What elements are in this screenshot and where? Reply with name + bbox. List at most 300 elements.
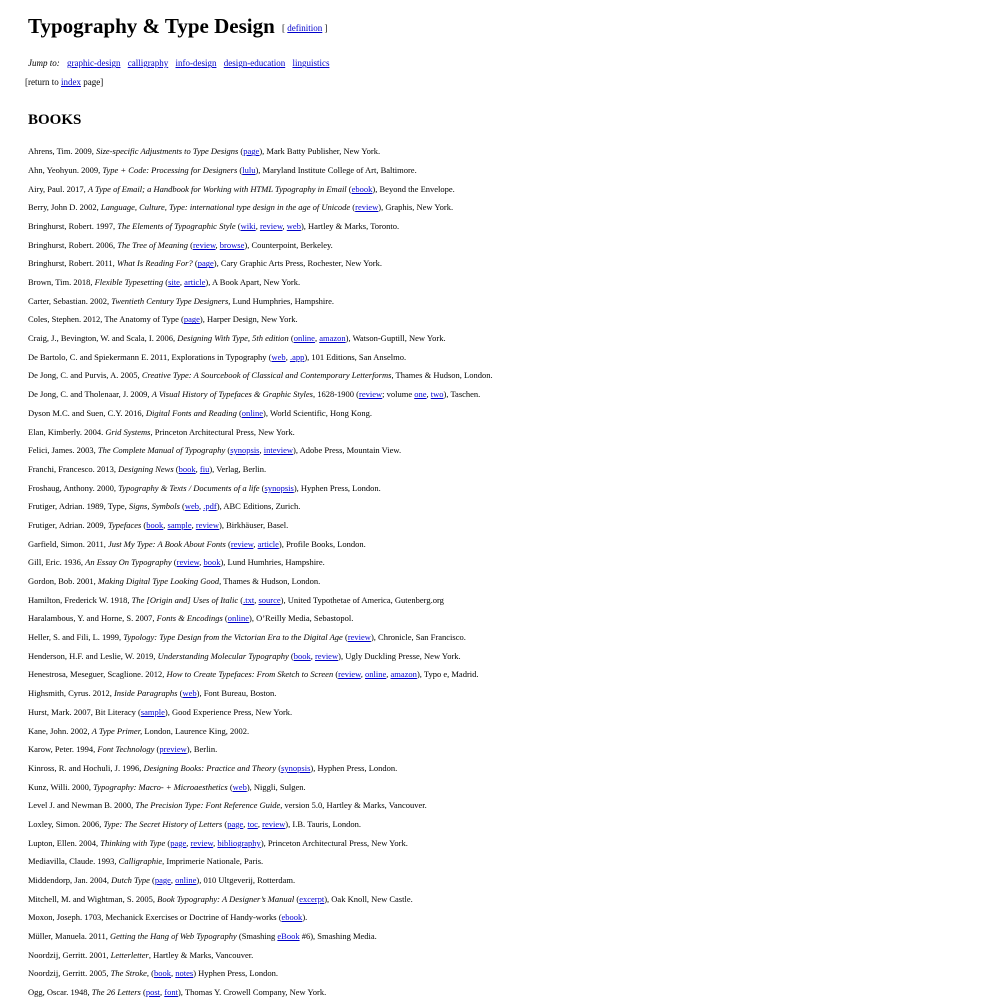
book-title: The Tree of Meaning [117, 239, 188, 250]
book-text: ), United Typothetae of America, Gutenberg.org [280, 594, 444, 605]
book-text: , [163, 519, 168, 530]
book-text: ( [238, 594, 244, 605]
book-text: ), Ugly Duckling Presse, New York. [338, 650, 461, 661]
book-text: ), Lund Humhries, Hampshire. [220, 557, 325, 568]
book-text: ( [149, 875, 155, 885]
book-text: , ( [146, 968, 154, 979]
book-text: Hamilton, Frederick W. 1918, [28, 594, 132, 605]
book-entry [28, 221, 1000, 240]
book-title: Creative Type: A Sourcebook of Classical and Contemporary Letterforms, [141, 370, 394, 381]
book-text: ), 101 Editions, San Anselmo. [304, 351, 407, 362]
book-link-review[interactable]: review [190, 837, 214, 848]
book-text: ), Maryland Institute College of Art, Baltimore. [255, 164, 417, 175]
book-text: ( [342, 632, 348, 643]
section-heading-books: BOOKS [28, 112, 82, 129]
book-link-notes[interactable]: notes [175, 968, 194, 979]
book-entry [28, 613, 1000, 632]
book-text: , [179, 277, 185, 287]
book-text: ), Typo e, Madrid. [416, 669, 479, 680]
book-entry [28, 370, 1000, 389]
book-text: ), Chronicle, San Francisco. [370, 632, 466, 643]
book-link-book[interactable]: book [154, 968, 171, 979]
book-text: , [360, 669, 365, 680]
book-link-toc[interactable]: toc [247, 818, 258, 829]
book-text: , [186, 837, 191, 848]
book-text: ( [288, 650, 294, 661]
book-entry [28, 557, 1000, 576]
book-text: Brown, Tim. 2018, [28, 277, 95, 287]
book-link-ebook[interactable]: ebook [351, 183, 373, 194]
book-text: ), Princeton Architectural Press, New York. [260, 837, 408, 848]
book-link-synopsis[interactable]: synopsis [264, 482, 294, 493]
book-text: ( [171, 557, 177, 568]
book-text: ), Beyond the Envelope. [372, 183, 455, 194]
book-link-book[interactable]: book [178, 463, 196, 474]
book-text: ( [225, 538, 231, 549]
book-list [28, 146, 1000, 1006]
book-text: , 1628-1900 ( [312, 389, 359, 400]
book-title: An Essay On Typography [85, 557, 172, 568]
book-title: Calligraphie [118, 856, 163, 867]
book-title: Getting the Hang of Web Typography [109, 931, 237, 942]
book-text: Felici, James. 2003, [28, 445, 98, 456]
book-text: ( [237, 164, 243, 175]
index-link[interactable]: index [61, 77, 81, 88]
book-text: ), ABC Editions, Zurich. [216, 501, 301, 512]
book-text: ( [346, 183, 352, 194]
book-text: ( [238, 146, 244, 157]
book-text: Frutiger, Adrian. 2009, [28, 519, 108, 530]
book-text: ( [235, 220, 241, 231]
book-text: , [254, 594, 259, 605]
book-link-synopsis[interactable]: synopsis [281, 762, 311, 773]
book-link-bibliography[interactable]: bibliography [217, 837, 261, 848]
book-text: ( [333, 669, 339, 680]
book-title: Size-specific Adjustments to Type Designs [96, 146, 239, 157]
book-entry [28, 296, 1000, 315]
book-link-sample[interactable]: sample [140, 706, 165, 717]
book-text: Henestrosa, Meseguer, Scaglione. 2012, [28, 669, 167, 680]
book-link-web[interactable]: web [232, 781, 247, 792]
book-text: ), Birkhäuser, Basel. [218, 519, 289, 530]
book-text: , Princeton Architectural Press, New York. [150, 426, 295, 437]
book-link-page[interactable]: page [227, 818, 244, 829]
book-title: The Elements of Typographic Style [117, 220, 236, 231]
book-text: ( [165, 837, 171, 848]
book-entry [28, 651, 1000, 670]
book-text: , [191, 519, 196, 530]
book-text: Highsmith, Cyrus. 2012, [28, 688, 114, 699]
book-text: Karow, Peter. 1994, [28, 744, 98, 755]
page-title [28, 0, 1000, 40]
book-entry [28, 688, 1000, 707]
book-title: Typology: Type Design from the Victorian Era to the Digital Age [123, 632, 343, 643]
book-text: Ahrens, Tim. 2009, [28, 146, 97, 157]
book-title: Making Digital Type Looking Good, [97, 576, 222, 586]
book-link-preview[interactable]: preview [159, 744, 187, 755]
book-entry [28, 520, 1000, 539]
book-title: Flexible Typesetting [94, 277, 164, 287]
book-link-review[interactable]: review [262, 818, 286, 829]
book-link-online[interactable]: online [227, 613, 249, 624]
book-title: Grid Systems [105, 426, 151, 437]
book-text: Bringhurst, Robert. 2011, [28, 258, 117, 269]
book-text: , [199, 557, 204, 568]
book-text: Froshaug, Anthony. 2000, [28, 482, 119, 493]
book-text: , [243, 818, 248, 829]
book-link-wiki[interactable]: wiki [240, 220, 256, 231]
book-entry [28, 184, 1000, 203]
book-entry [28, 333, 1000, 352]
book-title: The Stroke [110, 968, 147, 979]
book-text: Airy, Paul. 2017, [28, 183, 88, 194]
book-text: ( [141, 519, 147, 530]
book-link-one[interactable]: one [414, 389, 427, 400]
book-text: ( [173, 463, 179, 474]
book-text: ), Verlag, Berlin. [209, 463, 267, 474]
jump-to-nav [28, 57, 1000, 69]
book-entry [28, 669, 1000, 688]
book-link-web[interactable]: web [182, 688, 197, 699]
book-text: , [195, 463, 200, 474]
book-link-review[interactable]: review [355, 202, 379, 213]
book-link-book[interactable]: book [146, 519, 164, 530]
book-title: Letterletter [110, 949, 149, 960]
book-text: , [282, 220, 287, 231]
book-text: ), World Scientific, Hong Kong. [263, 407, 372, 418]
book-title: Just My Type: A Book About Fonts [107, 538, 226, 549]
book-entry [28, 950, 1000, 969]
book-text: ), Thomas Y. Crowell Company, New York. [177, 987, 327, 998]
book-text: (Smashing [236, 931, 278, 942]
book-text: Garfield, Simon. 2011, [28, 538, 108, 549]
book-text: ( [163, 277, 169, 287]
book-text: ), Hyphen Press, London. [310, 762, 398, 773]
book-title: The 26 Letters [91, 987, 141, 998]
book-entry [28, 389, 1000, 408]
book-text: ), A Book Apart, New York. [205, 277, 301, 287]
book-entry [28, 838, 1000, 857]
book-entry [28, 726, 1000, 745]
book-text: Noordzij, Gerritt. 2001, [28, 949, 111, 960]
book-text: , [259, 445, 264, 456]
jump-link-calligraphy[interactable]: calligraphy [127, 58, 169, 69]
book-title: Digital Fonts and Reading [145, 407, 237, 418]
book-text: ( [288, 333, 294, 344]
book-text: , [171, 968, 176, 979]
book-link-page[interactable]: page [170, 837, 187, 848]
book-text: Level J. and Newman B. 2000, [28, 800, 136, 811]
book-title: Language, Culture, Type: international type design in the age of Unicode [100, 202, 351, 213]
book-text: Carter, Sebastian. 2002, [28, 295, 112, 306]
book-title: Designing Books: Practice and Theory [143, 762, 277, 773]
book-text: version 5.0, Hartley & Marks, Vancouver. [282, 800, 427, 811]
book-text: ( [188, 239, 193, 250]
book-link-review[interactable]: review [195, 519, 219, 530]
book-title: Designing With Type, 5th edition [177, 333, 289, 344]
book-entry [28, 632, 1000, 651]
book-link-page[interactable]: page [154, 875, 171, 885]
book-text: ( [222, 818, 228, 829]
book-text: Dyson M.C. and Suen, C.Y. 2016, [28, 407, 146, 418]
book-link-font[interactable]: font [164, 987, 178, 998]
book-text: De Jong, C. and Tholenaar, J. 2009, [28, 389, 152, 400]
book-link-app[interactable]: .app [289, 351, 305, 362]
book-text: , Imprimerie Nationale, Paris. [162, 856, 264, 867]
book-link-ebook[interactable]: eBook [277, 931, 300, 942]
book-text: ( [177, 688, 183, 699]
book-text: Noordzij, Gerritt. 2005, [28, 968, 111, 979]
jump-link-design-education[interactable]: design-education [223, 58, 286, 69]
book-entry [28, 595, 1000, 614]
book-entry [28, 501, 1000, 520]
book-text: , [386, 669, 391, 680]
book-text: Mediavilla, Claude. 1993, [28, 856, 119, 867]
book-title: A Type Primer, [91, 725, 143, 736]
book-text: ( [154, 744, 160, 755]
book-text: ( [222, 613, 228, 624]
book-title: Designing News [118, 463, 174, 474]
book-entry [28, 819, 1000, 838]
book-text: ), Cary Graphic Arts Press, Rochester, New York. [213, 258, 382, 269]
book-text: Moxon, Joseph. 1703, Mechanick Exercises or Doctrine of Handy-works ( [28, 912, 282, 923]
book-text: ( [350, 202, 356, 213]
book-title: Understanding Molecular Typography [157, 650, 289, 661]
book-link-two[interactable]: two [430, 389, 444, 400]
book-text: De Jong, C. and Purvis, A. 2005, [28, 370, 142, 381]
book-link-lulu[interactable]: lulu [242, 164, 256, 175]
book-link-book[interactable]: book [203, 557, 221, 568]
book-text: Berry, John D. 2002, [28, 202, 101, 213]
book-title: Type + Code: Processing for Designers [102, 164, 238, 175]
book-text: ( [140, 987, 146, 998]
book-title: Font Technology [97, 744, 155, 755]
book-link-pdf[interactable]: .pdf [203, 501, 217, 512]
book-text: ), Watson-Guptill, New York. [345, 333, 446, 344]
book-text: ), O’Reilly Media, Sebastopol. [249, 613, 354, 624]
book-text: ) Hyphen Press, London. [193, 968, 278, 979]
book-text: ), Profile Books, London. [278, 538, 366, 549]
book-text: Middendorp, Jan. 2004, [28, 875, 112, 885]
book-text: , [253, 538, 258, 549]
book-text: Hurst, Mark. 2007, Bit Literacy ( [28, 706, 141, 717]
book-link-synopsis[interactable]: synopsis [230, 445, 260, 456]
book-text: ), Niggli, Sulgen. [246, 781, 306, 792]
book-link-inteview[interactable]: inteview [263, 445, 294, 456]
book-title: The Precision Type: Font Reference Guide, [135, 800, 283, 811]
book-text: Loxley, Simon. 2006, [28, 818, 104, 829]
book-text: Ogg, Oscar. 1948, [28, 987, 92, 998]
book-link-review[interactable]: review [358, 389, 383, 400]
book-link-review[interactable]: review [347, 632, 371, 643]
jump-to-label: Jump to: [28, 58, 60, 69]
jump-link-linguistics[interactable]: linguistics [292, 58, 330, 69]
book-text: ; volume [382, 389, 415, 400]
book-title: Thinking with Type [100, 837, 166, 848]
book-link-page[interactable]: page [197, 258, 214, 269]
book-entry [28, 782, 1000, 801]
book-entry [28, 352, 1000, 371]
book-link-page[interactable]: page [183, 314, 200, 325]
book-link-review[interactable]: review [192, 239, 216, 250]
book-entry [28, 408, 1000, 427]
book-text: Thames & Hudson, London. [221, 576, 321, 586]
book-link-source[interactable]: source [258, 594, 281, 605]
book-link-article[interactable]: article [184, 277, 206, 287]
book-link-amazon[interactable]: amazon [390, 669, 417, 680]
book-title: How to Create Typefaces: From Sketch to Screen [166, 669, 334, 680]
book-link-review[interactable]: review [259, 220, 283, 231]
book-link-review[interactable]: review [338, 669, 361, 680]
book-text: ). [302, 912, 308, 923]
book-entry [28, 483, 1000, 502]
book-title: What Is Reading For? [116, 258, 193, 269]
definition-bracket: [ definition ] [282, 23, 328, 34]
book-link-browse[interactable]: browse [219, 239, 245, 250]
book-text: De Bartolo, C. and Spiekermann E. 2011, Explorations in Typography ( [28, 351, 272, 362]
book-text: #6), Smashing Media. [299, 931, 377, 942]
book-link-review[interactable]: review [176, 557, 200, 568]
book-link-excerpt[interactable]: excerpt [299, 893, 325, 904]
page-title-text: Typography & Type Design [28, 14, 275, 38]
book-text: ( [236, 407, 242, 418]
book-text: Gill, Eric. 1936, [28, 557, 86, 568]
book-link-ebook[interactable]: ebook [281, 912, 303, 923]
book-entry [28, 894, 1000, 913]
book-text: Lupton, Ellen. 2004, [28, 837, 101, 848]
book-entry [28, 744, 1000, 763]
book-entry [28, 707, 1000, 726]
book-text: , [426, 389, 431, 400]
book-title: Type: The Secret History of Letters [103, 818, 223, 829]
book-entry [28, 277, 1000, 296]
book-title: The [Origin and] Uses of Italic [131, 594, 239, 605]
book-text: , Hartley & Marks, Vancouver. [148, 949, 254, 960]
book-link-site[interactable]: site [168, 277, 180, 287]
book-text: ), Mark Batty Publisher, New York. [259, 146, 381, 157]
book-link-online[interactable]: online [365, 669, 387, 680]
book-text: Haralambous, Y. and Horne, S. 2007, [28, 613, 157, 624]
book-text: ), Oak Knoll, New Castle. [324, 893, 413, 904]
book-text: ), Graphis, New York. [378, 202, 454, 213]
book-text: ( [276, 762, 282, 773]
book-link-web[interactable]: web [286, 220, 301, 231]
return-to-index: [return to index page] [25, 77, 104, 88]
book-link-review[interactable]: review [230, 538, 254, 549]
jump-link-info-design[interactable]: info-design [175, 58, 217, 69]
book-text: , [285, 351, 290, 362]
book-text: ( [259, 482, 265, 493]
book-title: Typefaces [107, 519, 142, 530]
book-text: Lund Humphries, Hampshire. [230, 295, 335, 306]
book-text: ), Hyphen Press, London. [293, 482, 381, 493]
book-entry [28, 445, 1000, 464]
book-link-online[interactable]: online [241, 407, 264, 418]
book-text: , [257, 818, 263, 829]
book-link-online[interactable]: online [175, 875, 197, 885]
book-link-page[interactable]: page [243, 146, 260, 157]
book-entry [28, 314, 1000, 333]
book-entry [28, 240, 1000, 259]
book-title: Fonts & Encodings [156, 613, 223, 624]
book-text: , [213, 837, 218, 848]
book-text: Heller, S. and Fili, L. 1999, [28, 632, 124, 643]
book-entry [28, 912, 1000, 931]
book-title: Signs, Symbols [128, 501, 180, 512]
book-text: ( [225, 445, 231, 456]
book-text: Bringhurst, Robert. 1997, [28, 220, 118, 231]
book-link-txt[interactable]: .txt [243, 594, 255, 605]
book-entry [28, 800, 1000, 819]
book-title: A Visual History of Typefaces & Graphic Styles [151, 389, 313, 400]
book-text: , [215, 239, 220, 250]
book-text: Mitchell, M. and Wightman, S. 2005, [28, 893, 158, 904]
book-text: Kinross, R. and Hochuli, J. 1996, [28, 762, 144, 773]
book-title: Inside Paragraphs [113, 688, 178, 699]
book-text: Thames & Hudson, London. [393, 370, 493, 381]
book-link-sample[interactable]: sample [167, 519, 192, 530]
book-title: Dutch Type [111, 875, 150, 885]
book-entry [28, 202, 1000, 221]
book-title: Typography: Macro- + Microaesthetics [93, 781, 228, 792]
book-entry [28, 165, 1000, 184]
definition-link[interactable]: definition [287, 23, 323, 34]
book-text: , [199, 501, 204, 512]
book-text: Kunz, Willi. 2000, [28, 781, 94, 792]
book-entry [28, 856, 1000, 875]
book-text: Gordon, Bob. 2001, [28, 576, 98, 586]
book-text: ), Harper Design, New York. [199, 314, 298, 325]
book-entry [28, 464, 1000, 483]
book-link-web[interactable]: web [184, 501, 200, 512]
book-title: Book Typography: A Designer’s Manual [157, 893, 295, 904]
book-entry [28, 987, 1000, 1006]
book-text: ), 010 Ultgeverij, Rotterdam. [196, 875, 296, 885]
book-text: , [310, 650, 315, 661]
book-text: Coles, Stephen. 2012, The Anatomy of Type ( [28, 314, 184, 325]
book-text: Craig, J., Bevington, W. and Scala, I. 2006, [28, 333, 178, 344]
book-link-review[interactable]: review [314, 650, 339, 661]
book-link-amazon[interactable]: amazon [319, 333, 346, 344]
book-text: ( [179, 501, 185, 512]
book-text: ), Good Experience Press, New York. [164, 706, 293, 717]
book-link-post[interactable]: post [145, 987, 161, 998]
book-entry [28, 258, 1000, 277]
book-text: Frutiger, Adrian. 1989, Type, [28, 501, 129, 512]
book-link-fiu[interactable]: fiu [199, 463, 210, 474]
book-title: Typography & Texts / Documents of a life [118, 482, 260, 493]
book-text: , [160, 987, 165, 998]
book-link-book[interactable]: book [293, 650, 311, 661]
book-text: ), I.B. Tauris, London. [285, 818, 362, 829]
book-text: ), Adobe Press, Mountain View. [293, 445, 402, 456]
book-text: ), Counterpoint, Berkeley. [244, 239, 333, 250]
book-link-article[interactable]: article [257, 538, 279, 549]
book-text: ( [294, 893, 300, 904]
book-link-online[interactable]: online [293, 333, 315, 344]
jump-link-graphic-design[interactable]: graphic-design [67, 58, 121, 69]
book-text: Müller, Manuela. 2011, [28, 931, 110, 942]
book-entry [28, 968, 1000, 987]
book-text: ( [227, 781, 233, 792]
book-title: The Complete Manual of Typography [97, 445, 226, 456]
book-text: Kane, John. 2002, [28, 725, 92, 736]
book-text: ), Hartley & Marks, Toronto. [300, 220, 400, 231]
book-entry [28, 427, 1000, 446]
book-link-web[interactable]: web [271, 351, 286, 362]
book-text: , [314, 333, 320, 344]
book-text: Franchi, Francesco. 2013, [28, 463, 119, 474]
